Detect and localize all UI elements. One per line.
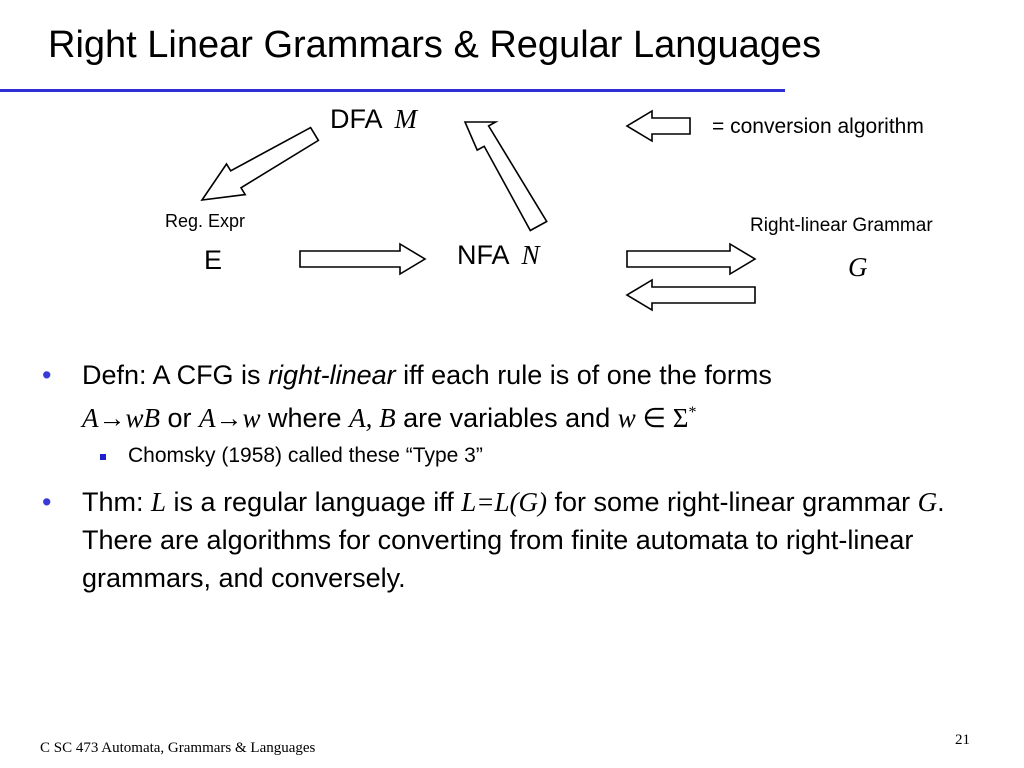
regex-label: Reg. Expr: [165, 211, 246, 231]
grammar-var: G: [848, 252, 868, 282]
bullet-marker: •: [42, 487, 52, 517]
defn-term: right-linear: [268, 360, 396, 390]
nfa-node: [457, 238, 540, 272]
legend-arrow: [627, 111, 690, 141]
nfa-var: N: [521, 240, 540, 270]
thm-G: G: [917, 487, 938, 517]
sub-bullet-marker: [100, 454, 106, 460]
nfa-label: NFA: [457, 240, 509, 270]
defn-form2: A→w: [199, 403, 261, 433]
conversion-diagram: [0, 0, 1024, 340]
defn-mid: iff each rule is of one the forms: [395, 360, 772, 390]
thm-rest2: . There are algorithms for converting from finite automata to right-linear grammars, and conversely.: [82, 487, 945, 593]
dfa-label: DFA: [330, 104, 382, 134]
dfa-var: M: [394, 104, 418, 134]
defn-are: are variables and: [395, 403, 618, 433]
arrow-dfa-to-regex: [202, 128, 318, 200]
arrow-grammar-to-nfa: [627, 280, 755, 310]
thm-prefix: Thm:: [82, 487, 152, 517]
arrow-regex-to-nfa: [300, 244, 425, 274]
slide-footer: C SC 473 Automata, Grammars & Languages: [40, 740, 316, 756]
sub-bullet-chomsky: [42, 439, 982, 473]
thm-eq: L=L(G): [461, 487, 547, 517]
defn-w: w: [617, 403, 636, 433]
thm-rest1: for some right-linear grammar: [546, 487, 918, 517]
arrow-nfa-to-grammar: [627, 244, 755, 274]
page-number: 21: [955, 732, 970, 748]
thm-L: L: [151, 487, 167, 517]
bullet-definition: [42, 356, 982, 437]
grammar-label: Right-linear Grammar: [750, 215, 933, 236]
arrow-nfa-to-dfa: [465, 122, 547, 231]
defn-prefix: Defn: A CFG is: [82, 360, 269, 390]
defn-star: *: [688, 404, 697, 421]
regex-var: E: [204, 245, 223, 275]
defn-form1: A→wB: [82, 403, 160, 433]
defn-vars: A, B: [349, 403, 396, 433]
bullet-marker: •: [42, 360, 52, 390]
defn-elem: ∈ Σ: [635, 403, 689, 433]
sub-bullet-text: Chomsky (1958) called these “Type 3”: [128, 444, 483, 467]
defn-or: or: [160, 403, 200, 433]
defn-where: where: [260, 403, 350, 433]
slide-title: Right Linear Grammars & Regular Languages: [48, 24, 822, 66]
legend-text: = conversion algorithm: [712, 115, 924, 138]
dfa-node: [330, 103, 417, 135]
bullet-theorem: [42, 483, 982, 597]
bullet-list: [42, 356, 982, 597]
thm-is: is a regular language iff: [166, 487, 462, 517]
